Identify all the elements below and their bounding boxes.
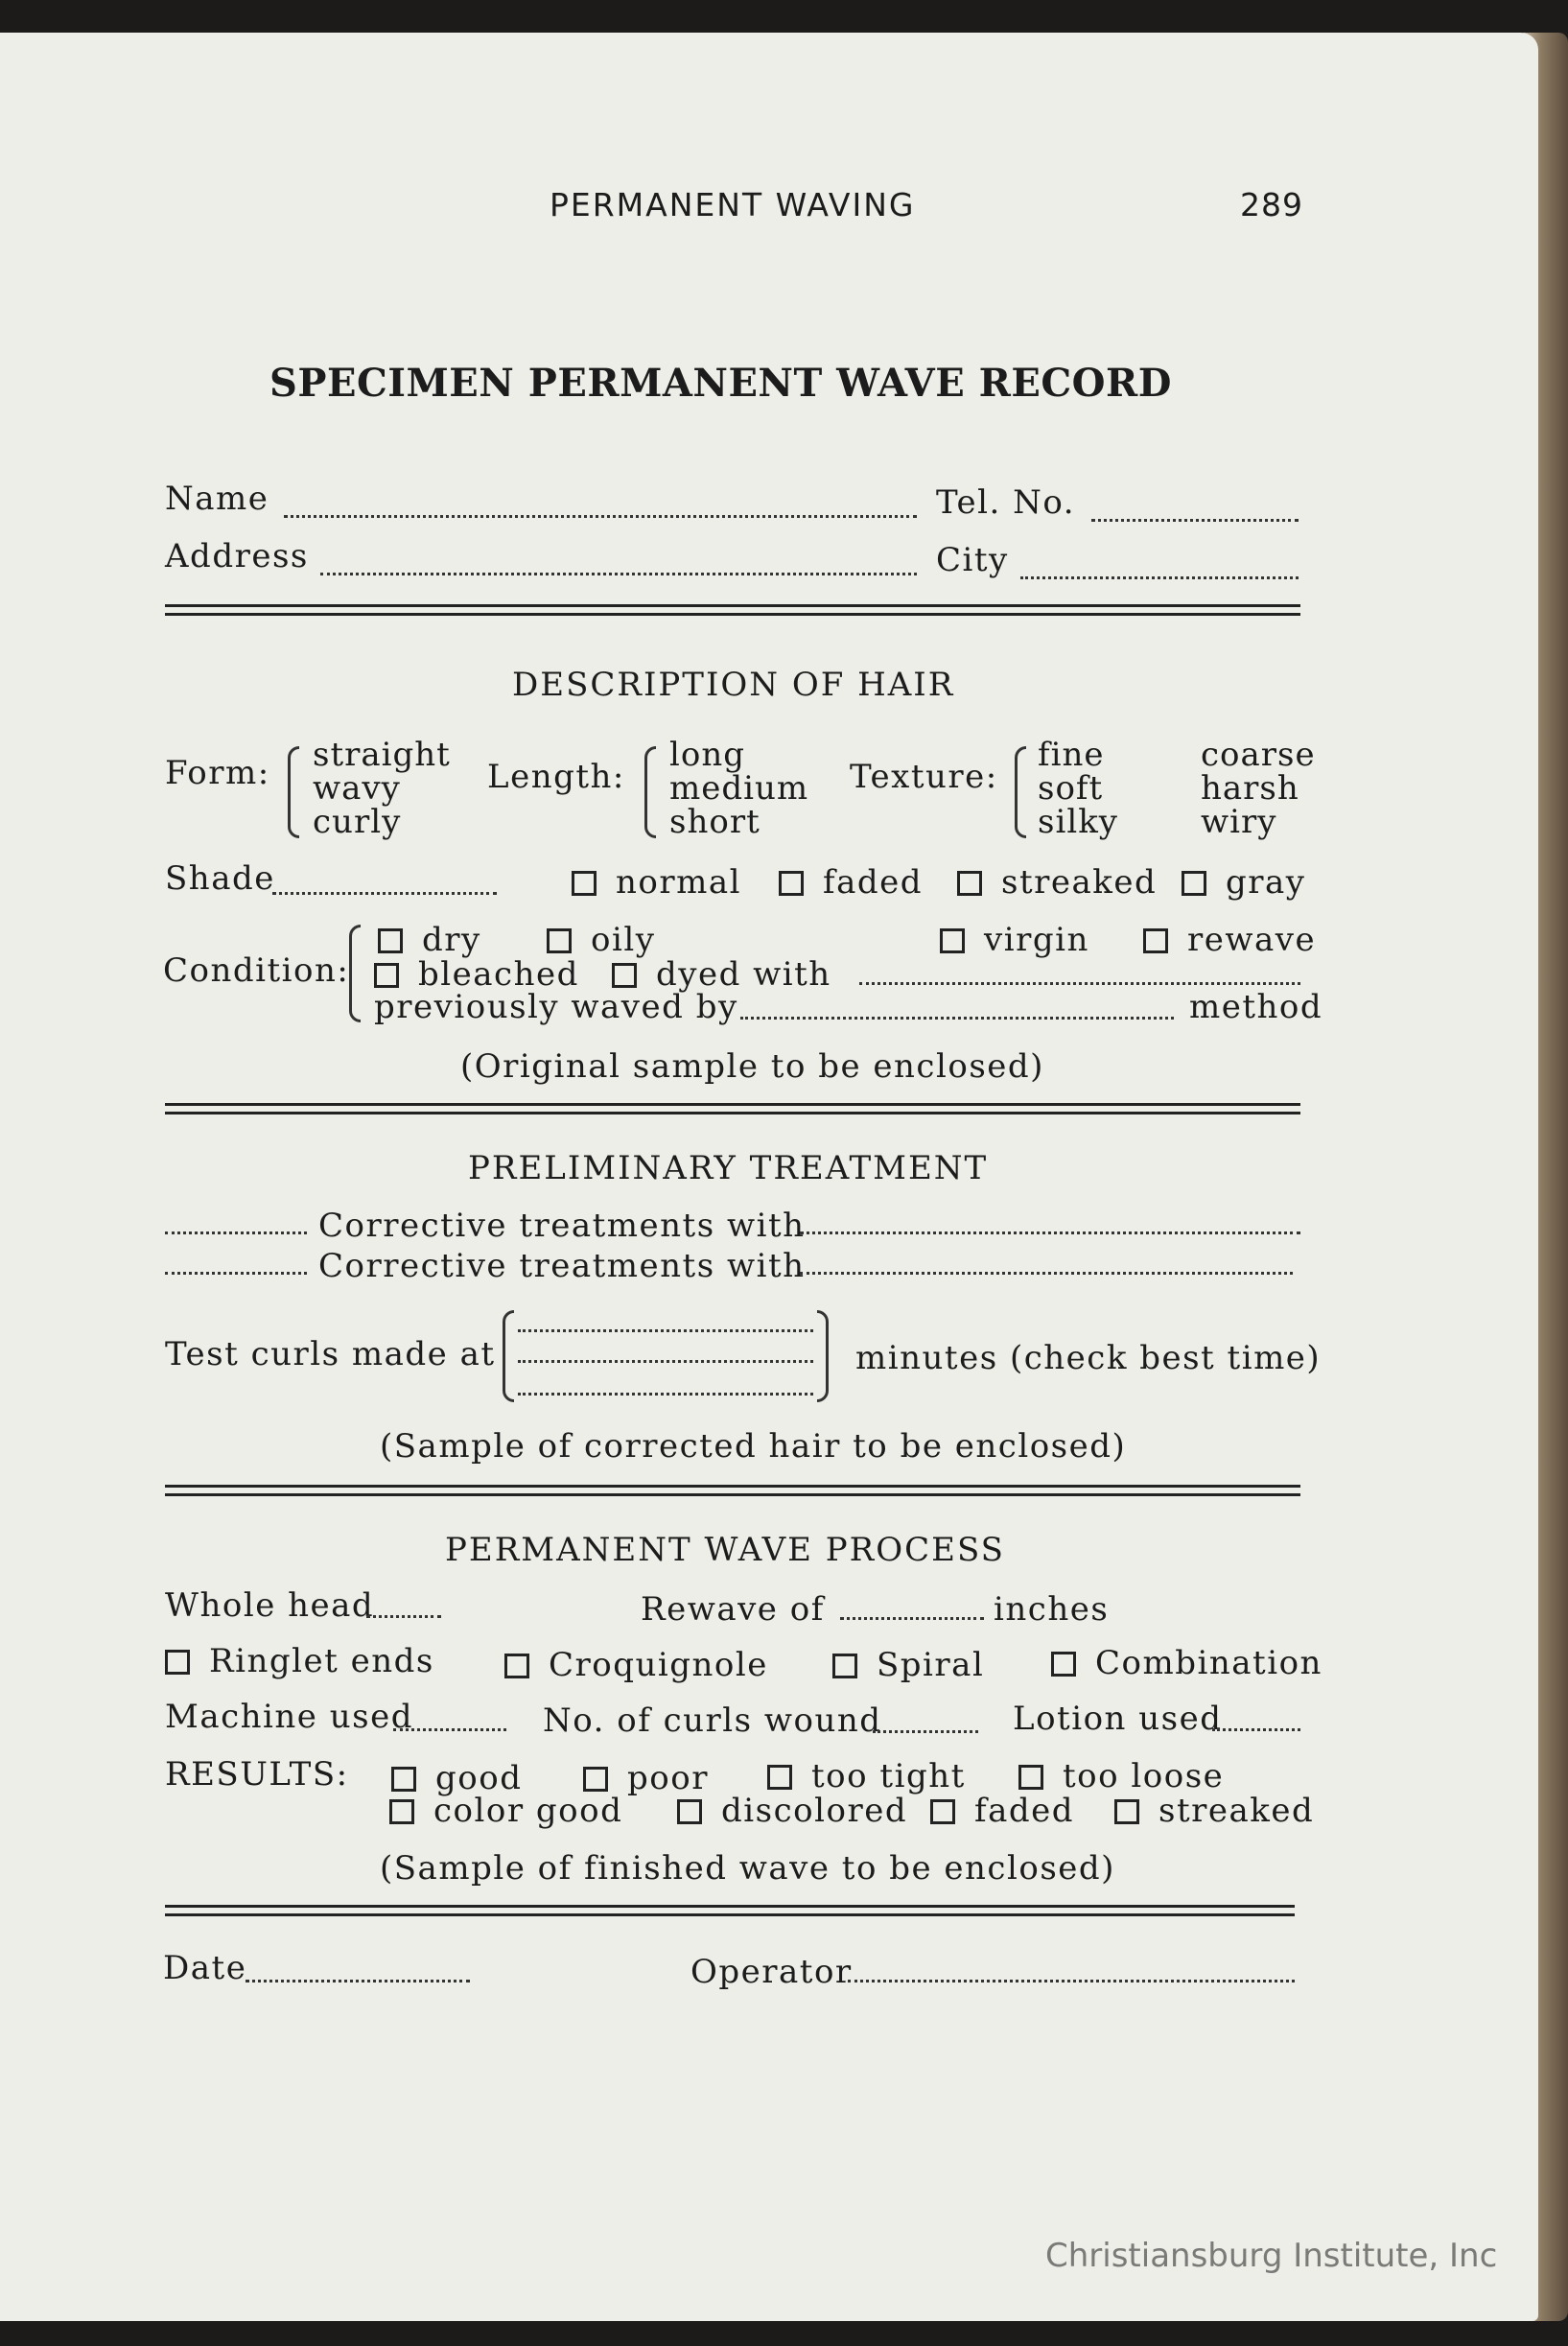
watermark: Christiansburg Institute, Inc [1045, 2237, 1498, 2275]
divider-4 [165, 1905, 1295, 1916]
texture-option-wiry: wiry [1201, 803, 1277, 841]
style-croquignole[interactable]: Croquignole [504, 1646, 768, 1684]
corrective-1-lead-blank[interactable] [165, 1232, 307, 1234]
length-option-long: long [669, 736, 746, 774]
lotion-used-label: Lotion used [1013, 1700, 1223, 1738]
form-option-curly: curly [313, 803, 402, 841]
texture-col-1 [1038, 736, 1119, 841]
date-blank[interactable] [246, 1980, 470, 1982]
texture-label: Texture: [850, 758, 998, 796]
style-spiral[interactable]: Spiral [832, 1646, 984, 1684]
tel-label: Tel. No. [936, 483, 1076, 522]
operator-blank[interactable] [848, 1980, 1295, 1982]
checkbox-icon[interactable] [165, 1650, 190, 1675]
condition-dry[interactable]: dry [378, 921, 481, 959]
checkbox-icon[interactable] [389, 1799, 414, 1824]
preliminary-heading: PRELIMINARY TREATMENT [468, 1149, 989, 1187]
condition-oily[interactable]: oily [547, 921, 655, 959]
divider-2 [165, 1103, 1300, 1114]
checkbox-icon[interactable] [1051, 1652, 1076, 1677]
inches-label: inches [994, 1590, 1110, 1629]
name-label: Name [165, 480, 269, 518]
condition-dyed[interactable]: dyed with [612, 955, 831, 994]
checkbox-icon[interactable] [677, 1799, 702, 1824]
checkbox-icon[interactable] [612, 963, 637, 988]
result-discolored[interactable]: discolored [677, 1792, 907, 1830]
condition-rewave[interactable]: rewave [1143, 921, 1316, 959]
rewave-blank[interactable] [840, 1617, 984, 1620]
checkbox-icon[interactable] [547, 928, 572, 953]
city-label: City [936, 541, 1009, 579]
minutes-label: minutes (check best time) [855, 1339, 1322, 1377]
shade-faded[interactable]: faded [779, 863, 923, 902]
process-heading: PERMANENT WAVE PROCESS [445, 1531, 1005, 1569]
operator-label: Operator [690, 1953, 853, 1991]
form-option-straight: straight [313, 736, 451, 774]
previously-waved-blank[interactable] [740, 1017, 1174, 1020]
curls-wound-label: No. of curls wound [543, 1701, 882, 1740]
checkbox-icon[interactable] [572, 871, 597, 896]
lotion-blank[interactable] [1212, 1728, 1300, 1731]
checkbox-icon[interactable] [1018, 1765, 1043, 1790]
checkbox-icon[interactable] [391, 1767, 416, 1792]
whole-head-label: Whole head [165, 1586, 375, 1625]
preliminary-note: (Sample of corrected hair to be enclosed) [380, 1427, 1127, 1466]
result-faded[interactable]: faded [930, 1792, 1074, 1830]
checkbox-icon[interactable] [767, 1765, 792, 1790]
result-too-loose[interactable]: too loose [1018, 1757, 1224, 1795]
corrective-1-label: Corrective treatments with [318, 1207, 806, 1245]
city-blank[interactable] [1020, 576, 1299, 579]
checkbox-icon[interactable] [374, 963, 399, 988]
test-curl-time-1[interactable] [518, 1329, 813, 1332]
length-option-short: short [669, 803, 761, 841]
checkbox-icon[interactable] [583, 1767, 608, 1792]
dyed-with-blank[interactable] [859, 982, 1300, 985]
texture-option-harsh: harsh [1201, 769, 1299, 808]
form-options [313, 736, 451, 841]
result-color-good[interactable]: color good [389, 1792, 622, 1830]
checkbox-icon[interactable] [1143, 928, 1168, 953]
process-note: (Sample of finished wave to be enclosed) [380, 1849, 1115, 1888]
rewave-of-label: Rewave of [641, 1590, 825, 1629]
book-page [0, 33, 1538, 2321]
method-label: method [1189, 988, 1323, 1026]
style-ringlet[interactable]: Ringlet ends [165, 1642, 434, 1680]
test-curls-brace-left [503, 1310, 514, 1402]
description-heading: DESCRIPTION OF HAIR [512, 666, 955, 704]
machine-blank[interactable] [393, 1728, 506, 1731]
corrective-2-lead-blank[interactable] [165, 1272, 307, 1275]
date-label: Date [163, 1949, 247, 1987]
result-too-tight[interactable]: too tight [767, 1757, 966, 1795]
results-label: RESULTS: [165, 1755, 349, 1794]
style-combination[interactable]: Combination [1051, 1644, 1322, 1682]
checkbox-icon[interactable] [779, 871, 804, 896]
form-label: Form: [165, 754, 270, 792]
shade-label: Shade [165, 859, 275, 898]
test-curl-time-3[interactable] [518, 1393, 813, 1396]
form-brace [288, 746, 299, 838]
checkbox-icon[interactable] [940, 928, 965, 953]
texture-option-coarse: coarse [1201, 736, 1316, 774]
length-option-medium: medium [669, 769, 809, 808]
form-option-wavy: wavy [313, 769, 401, 808]
checkbox-icon[interactable] [1182, 871, 1206, 896]
checkbox-icon[interactable] [1114, 1799, 1139, 1824]
texture-col-2 [1201, 736, 1316, 841]
shade-gray[interactable]: gray [1182, 863, 1306, 902]
result-streaked[interactable]: streaked [1114, 1792, 1314, 1830]
address-blank[interactable] [320, 573, 917, 575]
checkbox-icon[interactable] [930, 1799, 955, 1824]
divider-1 [165, 604, 1300, 616]
description-note: (Original sample to be enclosed) [460, 1047, 1044, 1086]
texture-option-soft: soft [1038, 769, 1104, 808]
previously-waved-label: previously waved by [374, 988, 738, 1026]
shade-blank[interactable] [272, 892, 497, 895]
texture-option-fine: fine [1038, 736, 1105, 774]
machine-used-label: Machine used [165, 1698, 413, 1736]
divider-3 [165, 1485, 1300, 1496]
corrective-2-label: Corrective treatments with [318, 1247, 806, 1285]
tel-blank[interactable] [1091, 519, 1299, 522]
condition-virgin[interactable]: virgin [940, 921, 1089, 959]
name-blank[interactable] [284, 515, 917, 518]
page-title: SPECIMEN PERMANENT WAVE RECORD [269, 361, 1172, 406]
length-label: Length: [487, 758, 625, 796]
test-curl-time-2[interactable] [518, 1360, 813, 1363]
texture-option-silky: silky [1038, 803, 1119, 841]
result-good[interactable]: good [391, 1759, 522, 1797]
whole-head-blank[interactable] [366, 1615, 441, 1618]
texture-brace [1015, 746, 1026, 838]
result-poor[interactable]: poor [583, 1759, 709, 1797]
address-label: Address [165, 537, 309, 575]
corrective-1-blank[interactable] [800, 1232, 1300, 1234]
shade-streaked[interactable]: streaked [957, 863, 1157, 902]
running-title: PERMANENT WAVING [550, 186, 916, 223]
length-brace [644, 746, 656, 838]
length-options [669, 736, 809, 841]
checkbox-icon[interactable] [957, 871, 982, 896]
curls-wound-blank[interactable] [873, 1730, 978, 1733]
condition-label: Condition: [163, 951, 350, 990]
page-number: 289 [1240, 186, 1303, 223]
checkbox-icon[interactable] [832, 1654, 857, 1678]
test-curls-label: Test curls made at [165, 1335, 496, 1373]
checkbox-icon[interactable] [378, 928, 403, 953]
test-curls-brace-right [817, 1310, 829, 1402]
corrective-2-blank[interactable] [800, 1272, 1293, 1275]
shade-normal[interactable]: normal [572, 863, 741, 902]
condition-bleached[interactable]: bleached [374, 955, 579, 994]
checkbox-icon[interactable] [504, 1654, 529, 1678]
condition-brace [349, 925, 361, 1022]
